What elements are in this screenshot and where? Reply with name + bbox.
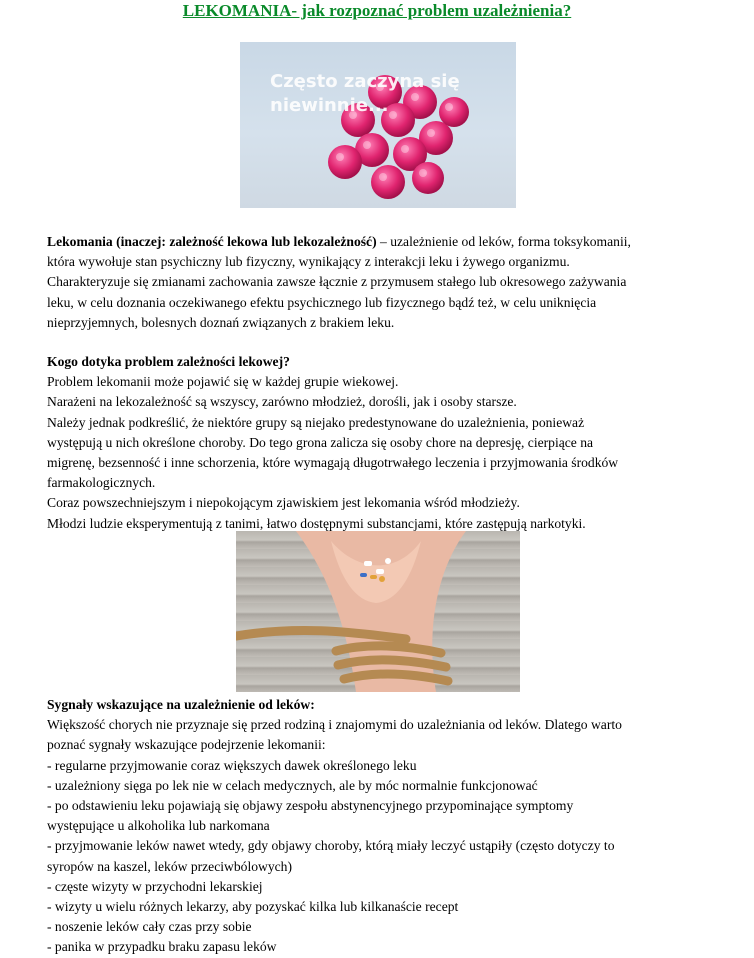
text-line: Należy jednak podkreślić, że niektóre grupy są niejako predestynowane do uzależnienia, ponieważ bbox=[47, 414, 585, 430]
text-line: Problem lekomanii może pojawić się w każdej grupie wiekowej. bbox=[47, 374, 399, 390]
page-title: LEKOMANIA- jak rozpoznać problem uzależnienia? bbox=[182, 1, 572, 20]
text-line: Charakteryzuje się zmianami zachowania zawsze łącznie z przymusem stałego lub okresowego zażywania bbox=[47, 274, 627, 290]
text-line: Większość chorych nie przyznaje się przed rodziną i znajomymi do uzależniania od leków. Dlatego warto bbox=[47, 717, 622, 733]
list-item: - przyjmowanie leków nawet wtedy, gdy objawy choroby, którą miały leczyć ustąpiły (często dotyczy to bbox=[47, 838, 615, 854]
text-line: Coraz powszechniejszym i niepokojącym zjawiskiem jest lekomania wśród młodzieży. bbox=[47, 495, 520, 511]
hands-rope-pills-image bbox=[236, 531, 520, 692]
section-heading: Kogo dotyka problem zależności lekowej? bbox=[47, 354, 290, 369]
image-caption: Często zaczyna się niewinnie... bbox=[270, 71, 460, 116]
list-item: - wizyty u wielu różnych lekarzy, aby pozyskać kilka lub kilkanaście recept bbox=[47, 899, 459, 915]
candies-image bbox=[240, 42, 516, 208]
text-line: leku, w celu doznania oczekiwanego efektu psychicznego lub fizycznego bądź też, w celu uniknięcia bbox=[47, 294, 597, 310]
list-item: syropów na kaszel, leków przeciwbólowych) bbox=[47, 858, 292, 874]
list-item: występujące u alkoholika lub narkomana bbox=[47, 818, 270, 834]
hands-tied-illustration bbox=[236, 531, 520, 692]
term-bold: Lekomania (inaczej: zależność lekowa lub lekozależność) bbox=[47, 234, 377, 249]
text-line: migrenę, bezsenność i inne schorzenia, które wymagają długotrwałego leczenia i przyjmowania środków bbox=[47, 455, 619, 471]
text-line: Narażeni na lekozależność są wszyscy, zarówno młodzież, dorośli, jak i osoby starsze. bbox=[47, 394, 517, 410]
list-item: - noszenie leków cały czas przy sobie bbox=[47, 919, 252, 935]
list-item: - panika w przypadku braku zapasu leków bbox=[47, 939, 277, 955]
text-line: poznać sygnały wskazujące podejrzenie lekomanii: bbox=[47, 737, 326, 753]
list-item: - uzależniony sięga po lek nie w celach medycznych, ale by móc normalnie funkcjonować bbox=[47, 777, 538, 793]
definition-paragraph: Lekomania (inaczej: zależność lekowa lub lekozależność) – uzależnienie od leków, forma toksykomanii, która wywołuje stan psychiczny lub fizyczny, wynikający z interakcji leku i żywego organizmu. Charakteryzuje się zmianami zachowania zawsze łącznie z przymusem stałego lub okresowego zażywania leku, w celu doznania oczekiwanego efektu psychicznego lub fizycznego bądź też, w celu uniknięcia nieprzyjemnych, bolesnych doznań związanych z brakiem leku. bbox=[47, 232, 737, 333]
warning-signs-section bbox=[47, 695, 737, 958]
text-line: nieprzyjemnych, bolesnych doznań związanych z brakiem leku. bbox=[47, 314, 395, 330]
text-line: Młodzi ludzie eksperymentują z tanimi, łatwo dostępnymi substancjami, które zastępują narkotyki. bbox=[47, 515, 586, 531]
text-line: występują u nich określone choroby. Do tego grona zalicza się osoby chore na depresję, cierpiące na bbox=[47, 434, 594, 450]
list-item: - częste wizyty w przychodni lekarskiej bbox=[47, 878, 263, 894]
list-item: - regularne przyjmowanie coraz większych dawek określonego leku bbox=[47, 757, 417, 773]
text-line: która wywołuje stan psychiczny lub fizyczny, wynikający z interakcji leku i żywego organizmu. bbox=[47, 254, 570, 270]
section-heading: Sygnały wskazujące na uzależnienie od leków: bbox=[47, 697, 315, 712]
list-item: - po odstawieniu leku pojawiają się objawy zespołu abstynencyjnego przypominające symptomy bbox=[47, 798, 574, 814]
text-line: farmakologicznych. bbox=[47, 475, 156, 491]
pink-candies-illustration bbox=[240, 42, 516, 208]
who-affected-section bbox=[47, 352, 737, 534]
